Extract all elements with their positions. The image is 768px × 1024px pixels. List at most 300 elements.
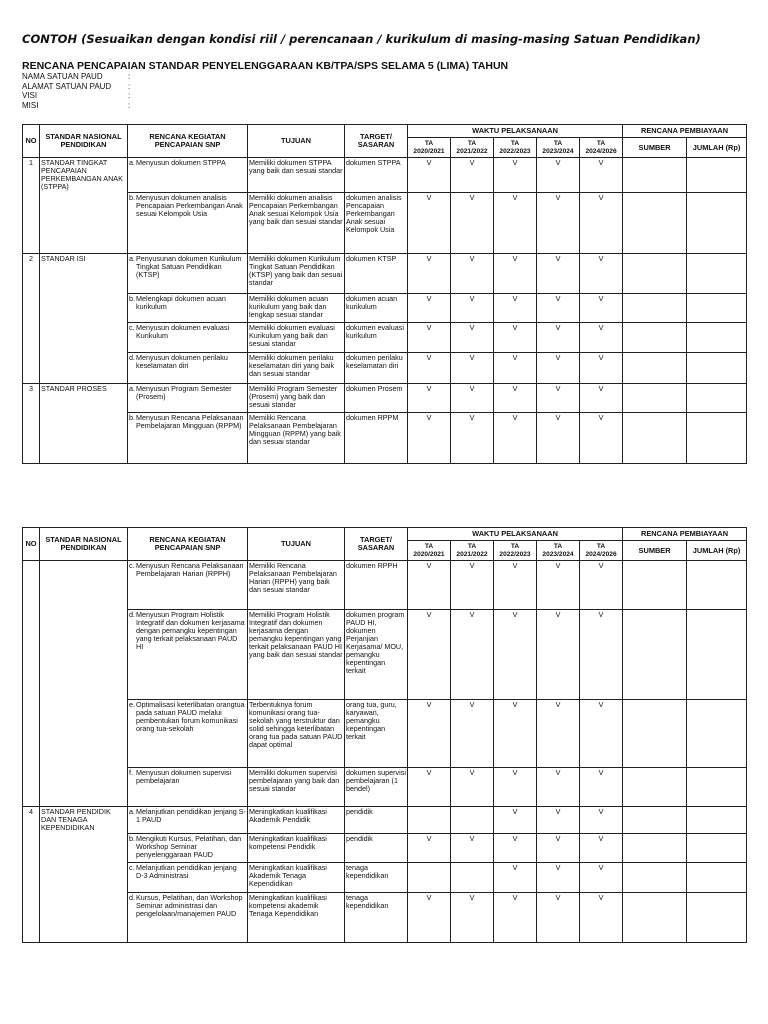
year-check-mark: V: [451, 158, 494, 193]
funding-amount-cell: [687, 892, 747, 942]
funding-source-cell: [623, 293, 687, 322]
table-row: [23, 768, 747, 807]
standard-name: [40, 561, 128, 610]
funding-amount-cell: [687, 833, 747, 862]
year-check-mark: V: [494, 158, 537, 193]
activity-item: [129, 808, 246, 824]
target-text: pendidik: [345, 807, 408, 834]
activity-letter: a.: [129, 807, 135, 816]
column-standar-header: STANDAR NASIONAL PENDIDIKAN: [40, 528, 128, 561]
standard-name: [40, 862, 128, 892]
funding-amount-cell: [687, 768, 747, 807]
meta-value: :: [128, 91, 131, 100]
goal-text: Memiliki Program Semester (Prosem) yang baik dan sesuai standar: [248, 383, 345, 412]
activity-text: Melanjutkan pendidikan jenjang S-1 PAUD: [136, 807, 246, 824]
header-row: [23, 528, 747, 541]
activity-item: [129, 324, 246, 340]
activity-text: Menyusun Rencana Pelaksanaan Pembelajaran Mingguan (RPPM): [136, 412, 244, 430]
funding-source-cell: [623, 158, 687, 193]
activity-letter: a.: [129, 253, 135, 263]
table-row: [23, 833, 747, 862]
year-header: [451, 138, 494, 158]
year-check-mark: V: [537, 253, 580, 293]
column-jumlah-header: JUMLAH (Rp): [687, 541, 747, 561]
column-kegiatan-header: RENCANA KEGIATAN PENCAPAIAN SNP: [128, 528, 248, 561]
activity-cell: [128, 383, 248, 412]
standard-name: [40, 610, 128, 700]
year-ta-label: TA: [510, 543, 520, 551]
year-check-mark: V: [580, 768, 623, 807]
table-row: [23, 192, 747, 253]
funding-source-cell: [623, 561, 687, 610]
year-check-mark: V: [451, 412, 494, 463]
target-text: dokumen RPPH: [345, 561, 408, 610]
activity-item: [129, 255, 246, 279]
activity-text: Optimalisasi keterlibatan orangtua pada satuan PAUD melalui pembentukan forum komunikasi orang tua-sekolah: [136, 700, 245, 733]
year-check-mark: V: [408, 833, 451, 862]
column-waktu-header: WAKTU PELAKSANAAN: [408, 528, 623, 541]
year-check-mark: V: [537, 158, 580, 193]
meta-row-misi: [22, 101, 130, 111]
column-target-header: TARGET/ SASARAN: [345, 125, 408, 158]
goal-text: Memiliki dokumen acuan kurikulum yang baik dan lengkap sesuai standar: [248, 293, 345, 322]
activity-letter: d.: [129, 892, 135, 902]
activity-text: Menyusun dokumen evaluasi Kurikulum: [136, 322, 230, 340]
activity-item: [129, 194, 246, 218]
year-header: [537, 541, 580, 561]
row-number: [23, 768, 40, 807]
year-range-label: 2023/2024: [542, 550, 574, 558]
year-check-mark: V: [537, 833, 580, 862]
column-biaya-header: RENCANA PEMBIAYAAN: [623, 125, 747, 138]
table-header: [23, 528, 747, 561]
year-check-mark: V: [537, 700, 580, 768]
table-body: [23, 561, 747, 943]
year-check-mark: [408, 862, 451, 892]
year-check-mark: V: [580, 352, 623, 383]
activity-text: Menyusun Rencana Pelaksanaan Pembelajaran Harian (RPPH): [136, 561, 244, 578]
activity-cell: [128, 293, 248, 322]
activity-cell: [128, 561, 248, 610]
activity-item: [129, 159, 246, 167]
standard-name: [40, 412, 128, 463]
activity-letter: e.: [129, 700, 135, 709]
year-check-mark: [451, 807, 494, 834]
activity-cell: [128, 610, 248, 700]
year-check-mark: V: [537, 768, 580, 807]
goal-text: Meningkatkan kualifikasi kompetensi Pendidik: [248, 833, 345, 862]
goal-text: Memiliki dokumen Kurikulum Tingkat Satuan Pendidikan (KTSP) yang baik dan sesuai standar: [248, 253, 345, 293]
row-number: [23, 610, 40, 700]
year-check-mark: V: [537, 383, 580, 412]
funding-source-cell: [623, 192, 687, 253]
year-check-mark: V: [408, 768, 451, 807]
year-check-mark: V: [537, 412, 580, 463]
meta-label: VISI: [22, 91, 38, 100]
row-number: [23, 322, 40, 352]
year-check-mark: V: [537, 352, 580, 383]
standard-name: [40, 322, 128, 352]
activity-cell: [128, 768, 248, 807]
activity-cell: [128, 862, 248, 892]
funding-amount-cell: [687, 807, 747, 834]
plan-table-page-2: [22, 527, 747, 943]
year-check-mark: V: [451, 833, 494, 862]
column-no-header: NO: [23, 528, 40, 561]
year-check-mark: V: [580, 322, 623, 352]
year-check-mark: V: [494, 807, 537, 834]
goal-text: Terbentuknya forum komunikasi orang tua-sekolah yang terstruktur dan solid sehingga keterlibatan orang tua pada satuan PAUD dapat optimal: [248, 700, 345, 768]
target-text: dokumen acuan kurikulum: [345, 293, 408, 322]
identity-fields: [22, 72, 130, 110]
year-check-mark: V: [580, 192, 623, 253]
funding-source-cell: [623, 700, 687, 768]
funding-amount-cell: [687, 293, 747, 322]
target-text: dokumen KTSP: [345, 253, 408, 293]
goal-text: Meningkatkan kualifikasi Akademik Pendidik: [248, 807, 345, 834]
column-waktu-header: WAKTU PELAKSANAAN: [408, 125, 623, 138]
funding-source-cell: [623, 412, 687, 463]
funding-source-cell: [623, 383, 687, 412]
column-standar-header: STANDAR NASIONAL PENDIDIKAN: [40, 125, 128, 158]
activity-cell: [128, 158, 248, 193]
year-check-mark: [451, 862, 494, 892]
activity-item: [129, 894, 246, 918]
table-row: [23, 383, 747, 412]
activity-cell: [128, 253, 248, 293]
year-check-mark: V: [494, 862, 537, 892]
meta-row-nama: [22, 72, 130, 82]
year-check-mark: V: [537, 322, 580, 352]
meta-value: :: [128, 100, 131, 110]
funding-source-cell: [623, 862, 687, 892]
goal-text: Memiliki dokumen evaluasi Kurikulum yang baik dan sesuai standar: [248, 322, 345, 352]
table-body: [23, 158, 747, 464]
funding-amount-cell: [687, 253, 747, 293]
activity-letter: f.: [129, 768, 133, 777]
year-check-mark: V: [580, 807, 623, 834]
year-range-label: 2024/2026: [585, 147, 617, 155]
activity-cell: [128, 192, 248, 253]
year-header: [580, 138, 623, 158]
activity-item: [129, 769, 246, 785]
standard-name: STANDAR PROSES: [40, 383, 128, 412]
activity-item: [129, 562, 246, 578]
year-check-mark: V: [494, 412, 537, 463]
year-check-mark: V: [580, 561, 623, 610]
column-sumber-header: SUMBER: [623, 541, 687, 561]
funding-amount-cell: [687, 383, 747, 412]
activity-text: Mengikuti Kursus, Pelatihan, dan Workshop Seminar penyelenggaraan PAUD: [136, 833, 242, 859]
target-text: dokumen analisis Pencapaian Perkembangan Anak sesuai Kelompok Usia: [345, 192, 408, 253]
year-check-mark: V: [451, 892, 494, 942]
target-text: dokumen program PAUD HI, dokumen Perjanjian Kerjasama/ MOU, pemangku kepentingan terkait: [345, 610, 408, 700]
year-check-mark: V: [408, 253, 451, 293]
activity-letter: a.: [129, 383, 135, 393]
funding-source-cell: [623, 253, 687, 293]
activity-item: [129, 385, 246, 401]
year-check-mark: V: [408, 158, 451, 193]
activity-letter: a.: [129, 158, 135, 167]
row-number: 3: [23, 383, 40, 412]
activity-text: Melanjutkan pendidikan jenjang D-3 Administrasi: [136, 862, 237, 880]
activity-letter: b.: [129, 412, 135, 422]
year-ta-label: TA: [467, 140, 477, 148]
year-ta-label: TA: [424, 543, 434, 551]
year-ta-label: TA: [467, 543, 477, 551]
table-row: [23, 561, 747, 610]
table-row: [23, 892, 747, 942]
funding-amount-cell: [687, 561, 747, 610]
goal-text: Memiliki Rencana Pelaksanaan Pembelajaran Mingguan (RPPM) yang baik dan sesuai standar: [248, 412, 345, 463]
target-text: tenaga kependidikan: [345, 892, 408, 942]
funding-amount-cell: [687, 412, 747, 463]
activity-text: Menyusun dokumen perilaku keselamatan diri: [136, 352, 228, 370]
activity-cell: [128, 892, 248, 942]
year-check-mark: V: [451, 192, 494, 253]
activity-letter: b.: [129, 293, 135, 303]
meta-row-alamat: [22, 82, 130, 92]
activity-cell: [128, 352, 248, 383]
row-number: 2: [23, 253, 40, 293]
column-kegiatan-header: RENCANA KEGIATAN PENCAPAIAN SNP: [128, 125, 248, 158]
table-row: [23, 253, 747, 293]
table-row: [23, 322, 747, 352]
activity-cell: [128, 322, 248, 352]
year-check-mark: V: [537, 561, 580, 610]
year-check-mark: V: [451, 768, 494, 807]
row-number: [23, 862, 40, 892]
year-check-mark: V: [494, 768, 537, 807]
document-heading: CONTOH (Sesuaikan dengan kondisi riil / perencanaan / kurikulum di masing-masing Satuan Pendidikan): [22, 32, 701, 46]
funding-source-cell: [623, 768, 687, 807]
year-check-mark: [408, 807, 451, 834]
column-sumber-header: SUMBER: [623, 138, 687, 158]
year-header: [494, 541, 537, 561]
goal-text: Memiliki Program Holistik Integratif dan dokumen kerjasama dengan pemangku kepentingan yang terkait pelaksanaan PAUD HI yang baik dan sesuai standar: [248, 610, 345, 700]
activity-text: Menyusun dokumen supervisi pembelajaran: [136, 768, 232, 785]
table-row: [23, 158, 747, 193]
year-ta-label: TA: [510, 140, 520, 148]
target-text: dokumen STPPA: [345, 158, 408, 193]
activity-cell: [128, 412, 248, 463]
activity-letter: d.: [129, 352, 135, 362]
year-range-label: 2020/2021: [413, 147, 445, 155]
year-range-label: 2022/2023: [499, 550, 531, 558]
year-check-mark: V: [494, 293, 537, 322]
year-range-label: 2020/2021: [413, 550, 445, 558]
year-check-mark: V: [408, 352, 451, 383]
goal-text: Meningkatkan kualifikasi kompetensi akademik Tenaga Kependidikan: [248, 892, 345, 942]
funding-amount-cell: [687, 158, 747, 193]
row-number: [23, 192, 40, 253]
funding-amount-cell: [687, 192, 747, 253]
year-check-mark: V: [537, 293, 580, 322]
year-check-mark: V: [451, 383, 494, 412]
funding-source-cell: [623, 807, 687, 834]
year-check-mark: V: [494, 892, 537, 942]
activity-text: Menyusun dokumen STPPA: [136, 158, 226, 167]
activity-letter: d.: [129, 610, 135, 619]
target-text: orang tua, guru, karyawan, pemangku kepentingan terkait: [345, 700, 408, 768]
funding-source-cell: [623, 833, 687, 862]
activity-item: [129, 864, 246, 880]
activity-item: [129, 701, 246, 733]
activity-letter: b.: [129, 833, 135, 843]
column-tujuan-header: TUJUAN: [248, 528, 345, 561]
year-check-mark: V: [580, 293, 623, 322]
funding-source-cell: [623, 892, 687, 942]
meta-label: NAMA SATUAN PAUD: [22, 72, 103, 81]
year-check-mark: V: [580, 610, 623, 700]
year-check-mark: V: [451, 610, 494, 700]
year-ta-label: TA: [596, 140, 606, 148]
target-text: dokumen RPPM: [345, 412, 408, 463]
year-check-mark: V: [494, 700, 537, 768]
year-check-mark: V: [537, 892, 580, 942]
year-check-mark: V: [408, 610, 451, 700]
standard-name: [40, 293, 128, 322]
target-text: dokumen Prosem: [345, 383, 408, 412]
year-header: [494, 138, 537, 158]
year-check-mark: V: [537, 862, 580, 892]
column-target-header: TARGET/ SASARAN: [345, 528, 408, 561]
year-range-label: 2024/2026: [585, 550, 617, 558]
year-check-mark: V: [494, 253, 537, 293]
funding-amount-cell: [687, 862, 747, 892]
activity-text: Menyusun dokumen analisis Pencapaian Perkembangan Anak sesuai Kelompok Usia: [136, 192, 243, 218]
year-header: [408, 541, 451, 561]
row-number: [23, 700, 40, 768]
funding-amount-cell: [687, 700, 747, 768]
document-title: RENCANA PENCAPAIAN STANDAR PENYELENGGARAAN KB/TPA/SPS SELAMA 5 (LIMA) TAHUN: [22, 60, 509, 72]
standard-name: [40, 700, 128, 768]
column-no-header: NO: [23, 125, 40, 158]
activity-cell: [128, 700, 248, 768]
row-number: [23, 352, 40, 383]
funding-source-cell: [623, 322, 687, 352]
year-header: [451, 541, 494, 561]
column-tujuan-header: TUJUAN: [248, 125, 345, 158]
year-check-mark: V: [451, 561, 494, 610]
year-check-mark: V: [580, 412, 623, 463]
year-ta-label: TA: [596, 543, 606, 551]
year-header: [580, 541, 623, 561]
year-range-label: 2022/2023: [499, 147, 531, 155]
goal-text: Memiliki dokumen perilaku keselamatan diri yang baik dan sesuai standar: [248, 352, 345, 383]
year-check-mark: V: [408, 412, 451, 463]
year-check-mark: V: [580, 158, 623, 193]
year-check-mark: V: [451, 700, 494, 768]
target-text: dokumen perilaku keselamatan diri: [345, 352, 408, 383]
goal-text: Memiliki Rencana Pelaksanaan Pembelajaran Harian (RPPH) yang baik dan sesuai standar: [248, 561, 345, 610]
table-row: [23, 293, 747, 322]
year-check-mark: V: [451, 352, 494, 383]
table-row: [23, 862, 747, 892]
year-ta-label: TA: [424, 140, 434, 148]
row-number: 4: [23, 807, 40, 834]
goal-text: Meningkatkan kualifikasi Akademik Tenaga Kependidikan: [248, 862, 345, 892]
meta-label: ALAMAT SATUAN PAUD: [22, 81, 112, 91]
funding-amount-cell: [687, 322, 747, 352]
year-check-mark: V: [494, 833, 537, 862]
year-check-mark: V: [580, 700, 623, 768]
year-check-mark: V: [408, 293, 451, 322]
year-check-mark: V: [580, 892, 623, 942]
year-check-mark: V: [408, 322, 451, 352]
year-ta-label: TA: [553, 140, 563, 148]
activity-text: Menyusun Program Semester (Prosem): [136, 383, 232, 401]
year-check-mark: V: [580, 253, 623, 293]
column-biaya-header: RENCANA PEMBIAYAAN: [623, 528, 747, 541]
table-row: [23, 610, 747, 700]
year-check-mark: V: [580, 383, 623, 412]
row-number: [23, 561, 40, 610]
activity-item: [129, 835, 246, 859]
year-range-label: 2021/2022: [456, 550, 488, 558]
activity-text: Penyusunan dokumen Kurikulum Tingkat Satuan Pendidikan (KTSP): [136, 253, 242, 279]
year-check-mark: V: [580, 862, 623, 892]
funding-source-cell: [623, 610, 687, 700]
year-check-mark: V: [537, 192, 580, 253]
year-check-mark: V: [408, 561, 451, 610]
goal-text: Memiliki dokumen supervisi pembelajaran yang baik dan sesuai standar: [248, 768, 345, 807]
year-check-mark: V: [408, 700, 451, 768]
activity-cell: [128, 833, 248, 862]
year-check-mark: V: [451, 322, 494, 352]
meta-row-visi: [22, 91, 130, 101]
year-check-mark: V: [537, 610, 580, 700]
year-check-mark: V: [451, 293, 494, 322]
header-row: [23, 125, 747, 138]
row-number: [23, 892, 40, 942]
activity-item: [129, 354, 246, 370]
year-check-mark: V: [537, 807, 580, 834]
activity-letter: c.: [129, 561, 135, 570]
activity-item: [129, 611, 246, 651]
table-header: [23, 125, 747, 158]
row-number: [23, 833, 40, 862]
year-check-mark: V: [494, 561, 537, 610]
year-check-mark: V: [451, 253, 494, 293]
year-check-mark: V: [408, 192, 451, 253]
activity-text: Menyusun Program Holistik Integratif dan dokumen kerjasama dengan pemangku kepentingan yang terkait pelaksanaan PAUD HI: [136, 610, 245, 651]
table-row: [23, 807, 747, 834]
activity-letter: b.: [129, 192, 135, 202]
row-number: 1: [23, 158, 40, 193]
year-check-mark: V: [494, 352, 537, 383]
activity-item: [129, 295, 246, 311]
row-number: [23, 293, 40, 322]
plan-table-page-1: [22, 124, 747, 464]
table-row: [23, 412, 747, 463]
year-check-mark: V: [494, 610, 537, 700]
funding-amount-cell: [687, 610, 747, 700]
target-text: tenaga kependidikan: [345, 862, 408, 892]
table-row: [23, 352, 747, 383]
activity-letter: c.: [129, 322, 135, 332]
meta-label: MISI: [22, 100, 39, 110]
activity-letter: c.: [129, 862, 135, 872]
target-text: pendidik: [345, 833, 408, 862]
standard-name: [40, 892, 128, 942]
standard-name: [40, 833, 128, 862]
year-check-mark: V: [494, 192, 537, 253]
row-number: [23, 412, 40, 463]
activity-text: Kursus, Pelatihan, dan Workshop Seminar administrasi dan pengelolaan/manajemen PAUD: [136, 892, 243, 918]
year-check-mark: V: [408, 383, 451, 412]
year-check-mark: V: [408, 892, 451, 942]
